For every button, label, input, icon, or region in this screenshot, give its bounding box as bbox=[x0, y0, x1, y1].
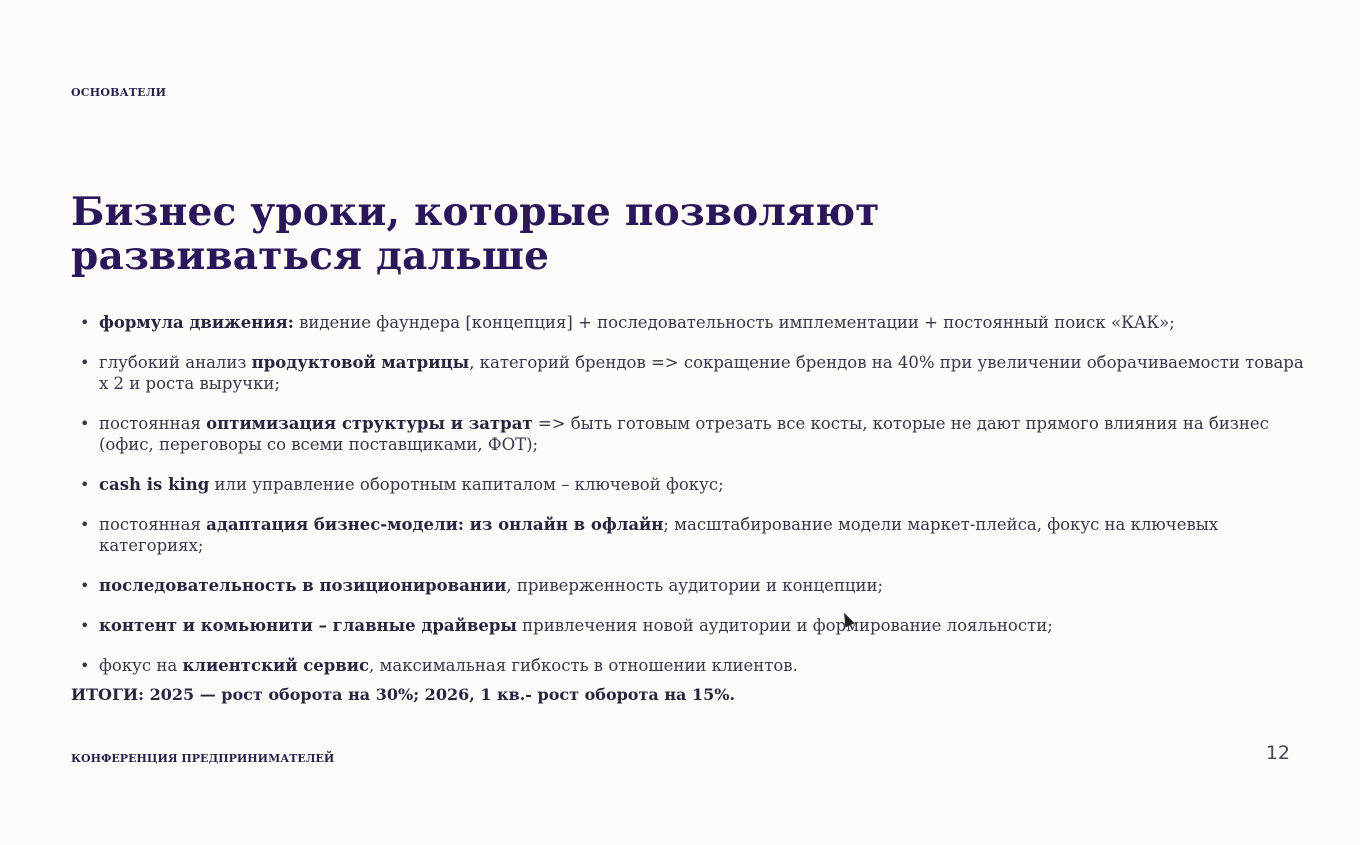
bullet-bold-text: последовательность в позиционировании bbox=[99, 576, 507, 595]
bullet-item-8 bbox=[80, 655, 1310, 676]
bullet-text: постоянная bbox=[99, 515, 207, 534]
bullet-bold-text: контент и комьюнити – главные драйверы bbox=[99, 616, 517, 635]
bullet-bold-text: формула движения: bbox=[99, 313, 294, 332]
page-number: 12 bbox=[1265, 742, 1290, 764]
bullet-text: => быть готовым отрезать все косты, которые не дают прямого влияния на бизнес (офис, переговоры со всеми поставщиками, ФОТ); bbox=[99, 414, 1269, 454]
slide-title-line-1: Бизнес уроки, которые позволяют bbox=[71, 189, 880, 235]
bullet-dot-icon: • bbox=[80, 313, 90, 332]
bullet-dot-icon: • bbox=[80, 414, 90, 433]
bullet-text: , максимальная гибкость в отношении клиентов. bbox=[369, 656, 798, 675]
bullet-dot-icon: • bbox=[80, 576, 90, 595]
bullet-dot-icon: • bbox=[80, 656, 90, 675]
bullet-item-5 bbox=[80, 514, 1310, 556]
bullet-bold-text: cash is king bbox=[99, 475, 210, 494]
bullet-dot-icon: • bbox=[80, 475, 90, 494]
bullet-bold-text: продуктовой матрицы bbox=[251, 353, 470, 372]
bullet-dot-icon: • bbox=[80, 515, 90, 534]
bullet-text: ; масштабирование модели маркет-плейса, фокус на ключевых категориях; bbox=[99, 515, 1219, 555]
section-label: ОСНОВАТЕЛИ bbox=[71, 86, 167, 99]
bullet-item-3 bbox=[80, 413, 1310, 455]
bullet-text: видение фаундера [концепция] + последовательность имплементации + постоянный поиск «КАК»; bbox=[293, 313, 1175, 332]
bullet-bold-text: клиентский сервис bbox=[182, 656, 370, 675]
bullet-item-2 bbox=[80, 352, 1310, 394]
bullet-list bbox=[80, 312, 1310, 695]
bullet-text: , категорий брендов => сокращение брендов на 40% при увеличении оборачиваемости товара х 2 и роста выручки; bbox=[99, 353, 1304, 393]
footer-label: КОНФЕРЕНЦИЯ ПРЕДПРИНИМАТЕЛЕЙ bbox=[71, 752, 335, 765]
bullet-text: постоянная bbox=[99, 414, 207, 433]
bullet-text: привлечения новой аудитории и формирование лояльности; bbox=[516, 616, 1053, 635]
slide-title bbox=[71, 190, 880, 278]
bullet-dot-icon: • bbox=[80, 616, 90, 635]
bullet-text: , приверженность аудитории и концепции; bbox=[506, 576, 884, 595]
bullet-item-7 bbox=[80, 615, 1310, 636]
bullet-text: или управление оборотным капиталом – ключевой фокус; bbox=[209, 475, 724, 494]
summary-results: ИТОГИ: 2025 — рост оборота на 30%; 2026, 1 кв.- рост оборота на 15%. bbox=[71, 685, 736, 704]
bullet-text: фокус на bbox=[99, 656, 183, 675]
bullet-item-1 bbox=[80, 312, 1310, 333]
bullet-text: глубокий анализ bbox=[99, 353, 252, 372]
bullet-item-4 bbox=[80, 474, 1310, 495]
slide-title-line-2: развиваться дальше bbox=[71, 233, 550, 279]
bullet-bold-text: адаптация бизнес-модели: из онлайн в офлайн bbox=[206, 515, 664, 534]
bullet-item-6 bbox=[80, 575, 1310, 596]
bullet-dot-icon: • bbox=[80, 353, 90, 372]
bullet-bold-text: оптимизация структуры и затрат bbox=[206, 414, 533, 433]
